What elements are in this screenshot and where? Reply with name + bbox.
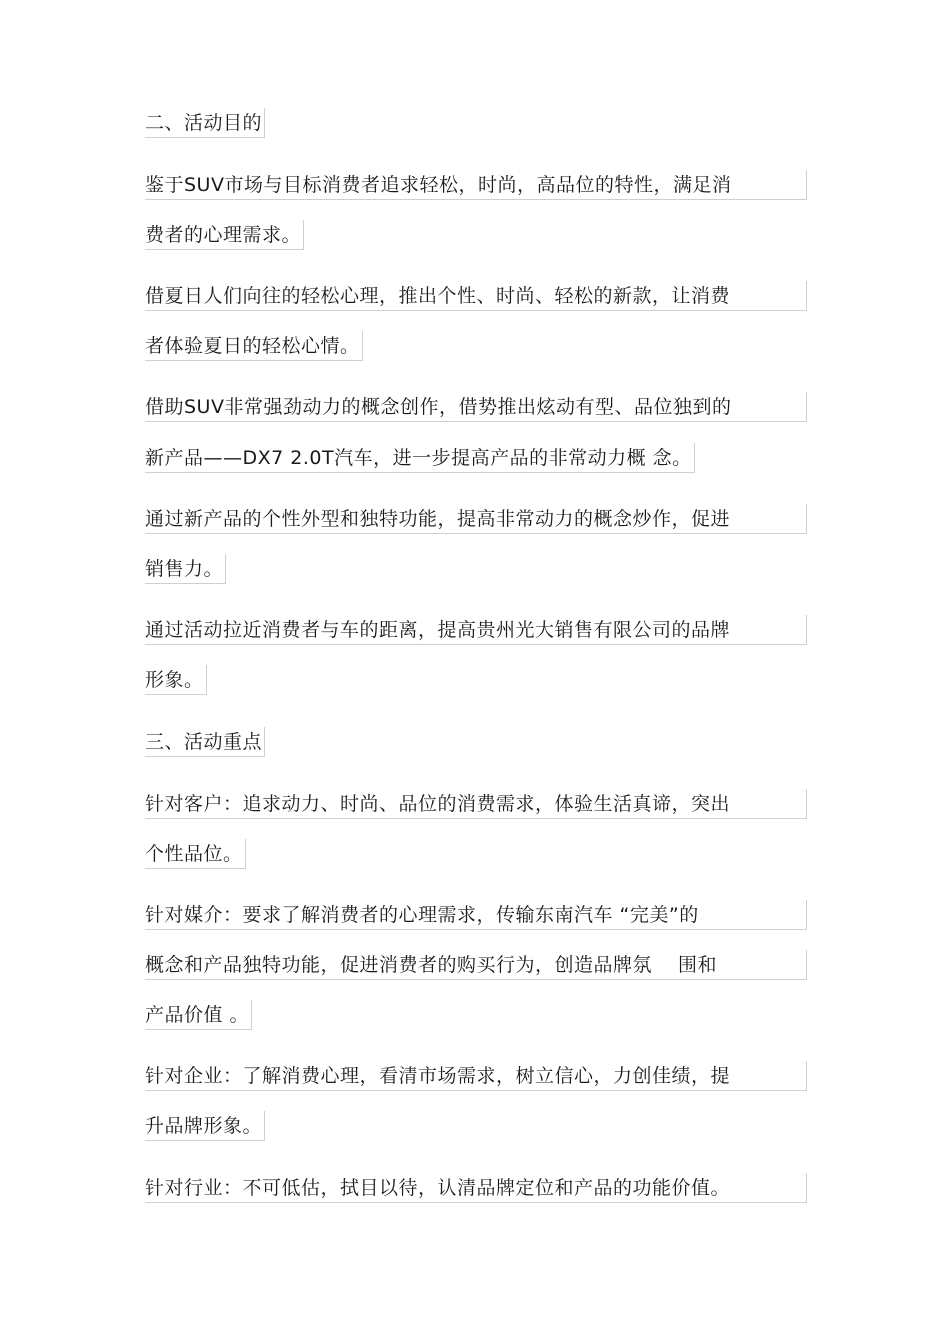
paragraph-line: 通过活动拉近消费者与车的距离，提高贵州光大销售有限公司的品牌	[145, 615, 807, 645]
paragraph-line: 鉴于SUV市场与目标消费者追求轻松，时尚，高品位的特性，满足消	[145, 170, 807, 200]
paragraph-line: 费者的心理需求。	[145, 220, 304, 250]
paragraph-line: 个性品位。	[145, 839, 246, 869]
paragraph-line: 针对媒介：要求了解消费者的心理需求，传输东南汽车 “完美”的	[145, 900, 807, 930]
paragraph-line: 升品牌形象。	[145, 1111, 265, 1141]
paragraph-line: 针对客户：追求动力、时尚、品位的消费需求，体验生活真谛，突出	[145, 789, 807, 819]
paragraph-line: 概念和产品独特功能，促进消费者的购买行为，创造品牌氛 围和	[145, 950, 807, 980]
section-heading-purpose: 二、活动目的	[145, 108, 265, 138]
paragraph-line: 产品价值 。	[145, 1000, 252, 1030]
paragraph-line: 者体验夏日的轻松心情。	[145, 331, 363, 361]
paragraph-line: 销售力。	[145, 554, 226, 584]
paragraph-line: 借夏日人们向往的轻松心理，推出个性、时尚、轻松的新款，让消费	[145, 281, 807, 311]
paragraph-line: 借助SUV非常强劲动力的概念创作，借势推出炫动有型、品位独到的	[145, 392, 807, 422]
paragraph-line: 新产品——DX7 2.0T汽车，进一步提高产品的非常动力概 念。	[145, 443, 695, 473]
paragraph-line: 形象。	[145, 665, 207, 695]
paragraph-line: 针对企业：了解消费心理，看清市场需求，树立信心，力创佳绩，提	[145, 1061, 807, 1091]
paragraph-line: 通过新产品的个性外型和独特功能，提高非常动力的概念炒作，促进	[145, 504, 807, 534]
section-heading-focus: 三、活动重点	[145, 727, 265, 757]
paragraph-line: 针对行业：不可低估，拭目以待，认清品牌定位和产品的功能价值。	[145, 1173, 807, 1203]
